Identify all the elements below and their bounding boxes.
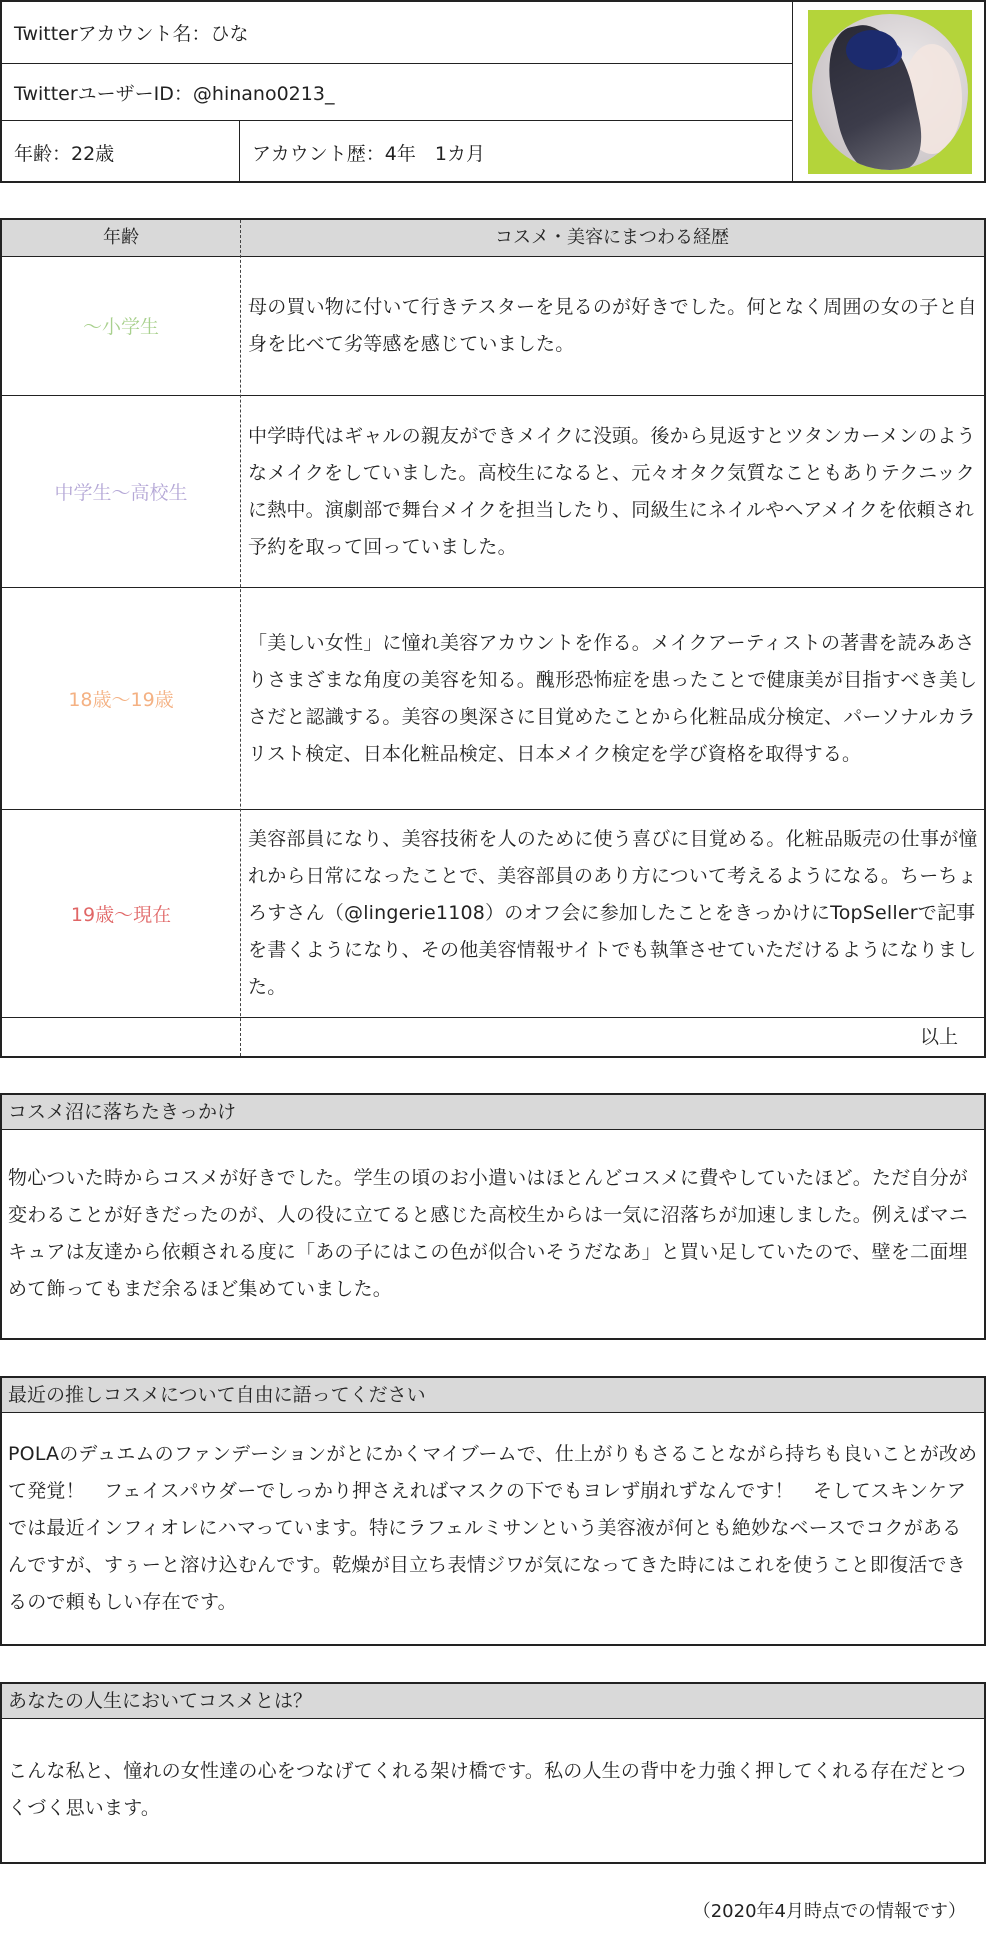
question-box [0, 1376, 986, 1646]
table-row [2, 810, 984, 1018]
row-text: 母の買い物に付いて行きテスターを見るのが好きでした。何となく周囲の女の子と自身を比べて劣等感を感じていました。 [248, 295, 977, 355]
footer-note: （2020年4月時点での情報です） [692, 1901, 966, 1922]
table-end-row [2, 1018, 984, 1056]
row-age: 19歳〜現在 [70, 904, 172, 926]
age: 年齢：22歳 [2, 121, 240, 183]
column-divider [240, 220, 241, 1056]
question-title: あなたの人生においてコスメとは？ [2, 1684, 984, 1719]
row-text: 「美しい女性」に憧れ美容アカウントを作る。メイクアーティストの著書を読みあさりさまざまな角度の美容を知る。醜形恐怖症を患ったことで健康美が目指すべき美しさだと認識する。美容の奥深さに目覚めたことから化粧品成分検定、パーソナルカラリスト検定、日本化粧品検定、日本メイク検定を学び資格を取得する。 [248, 631, 978, 765]
question-box [0, 1093, 986, 1340]
table-row [2, 256, 984, 396]
question-box [0, 1682, 986, 1864]
profile-card [0, 0, 986, 183]
photo-cell [792, 2, 987, 181]
history-table [0, 218, 986, 1058]
question-title: 最近の推しコスメについて自由に語ってください [2, 1378, 984, 1413]
question-title: コスメ沼に落ちたきっかけ [2, 1095, 984, 1130]
question-answer: こんな私と、憧れの女性達の心をつなげてくれる架け橋です。私の人生の背中を力強く押してくれる存在だとつくづく思います。 [8, 1760, 967, 1819]
account-history: アカウント歴：4年 1カ月 [252, 142, 485, 165]
row-age: 〜小学生 [82, 316, 159, 338]
question-answer: 物心ついた時からコスメが好きでした。学生の頃のお小遣いはほとんどコスメに費やしていたほど。ただ自分が変わることが好きだったのが、人の役に立てると感じた高校生からは一気に沼落ちが加速しました。例えばマニキュアは友達から依頼される度に「あの子にはこの色が似合いそうだなあ」と買い足していたので、壁を二面埋めて飾ってもまだ余るほど集めていました。 [8, 1166, 969, 1300]
table-row [2, 588, 984, 810]
header-age: 年齢 [103, 227, 139, 248]
row-text: 中学時代はギャルの親友ができメイクに没頭。後から見返すとツタンカーメンのようなメイクをしていました。高校生になると、元々オタク気質なこともありテクニックに熱中。演劇部で舞台メイクを担当したり、同級生にネイルやヘアメイクを依頼され予約を取って回っていました。 [248, 424, 976, 558]
avatar [808, 10, 972, 174]
header-story: コスメ・美容にまつわる経歴 [495, 227, 729, 248]
table-row [2, 396, 984, 588]
table-header [2, 220, 984, 257]
account-name: Twitterアカウント名：ひな [2, 2, 792, 64]
ending-text: 以上 [919, 1026, 958, 1048]
avatar-photo [812, 14, 968, 170]
user-id: TwitterユーザーID：@hinano0213_ [2, 64, 792, 121]
row-age: 中学生〜高校生 [54, 482, 188, 504]
row-text: 美容部員になり、美容技術を人のために使う喜びに目覚める。化粧品販売の仕事が憧れから日常になったことで、美容部員のあり方について考えるようになる。ちーちょろすさん（@lingerie1108）のオフ会に参加したことをきっかけにTopSellerで記事を書くようになり、その他美容情報サイトでも執筆させていただけるようになりました。 [248, 828, 978, 998]
question-answer: POLAのデュエムのファンデーションがとにかくマイブームで、仕上がりもさることながら持ちも良いことが改めて発覚！ フェイスパウダーでしっかり押さえればマスクの下でもヨレず崩れずなんです！ そしてスキンケアでは最近インフィオレにハマっています。特にラフェルミサンという美容液が何とも絶妙なベースでコクがあるんですが、すぅーと溶け込むんです。乾燥が目立ち表情ジワが気になってきた時にはこれを使うこと即復活できるので頼もしい存在です。 [8, 1442, 978, 1613]
row-age: 18歳〜19歳 [68, 689, 174, 711]
